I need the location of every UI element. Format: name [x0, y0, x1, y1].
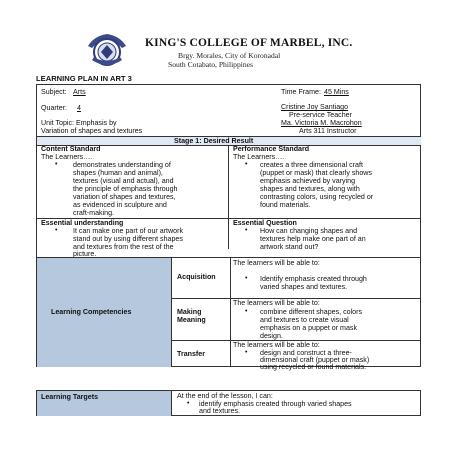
school-seal-logo [86, 30, 128, 70]
learning-targets-intro: At the end of the lesson, I can: [177, 392, 273, 400]
content-standard-intro: The Learners…. [41, 153, 93, 161]
essential-question-line: artwork stand out? [260, 243, 319, 251]
acquisition-label: Acquisition [177, 273, 216, 281]
transfer-line: using recycled or found materials. [260, 363, 367, 371]
bullet-icon: • [245, 227, 248, 234]
making-meaning-label: Meaning [177, 316, 206, 324]
quarter-value: 4 [77, 104, 81, 112]
school-address-line1: Brgy. Morales, City of Koronadal [178, 51, 281, 60]
making-meaning-intro: The learners will be able to: [233, 299, 320, 307]
essential-understanding-title: Essential understanding [41, 219, 124, 227]
making-meaning-label: Making [177, 308, 202, 316]
performance-standard-line: found materials. [260, 201, 311, 209]
performance-standard-line: emphasis achieved by varying [260, 177, 356, 185]
making-meaning-line: combine different shapes, colors [260, 308, 362, 316]
bullet-icon: • [245, 349, 248, 356]
acquisition-line: Identify emphasis created through [260, 275, 367, 283]
performance-standard-line: shapes and textures, along with [260, 185, 360, 193]
subject-value: Arts [73, 88, 86, 96]
performance-standard-line: (puppet or mask) that clearly shows [260, 169, 372, 177]
content-standard-line: as evidenced in sculpture and [73, 201, 167, 209]
bullet-icon: • [187, 400, 190, 407]
time-frame-value: 45 Mins [324, 88, 349, 96]
school-address-line2: South Cotabato, Philippines [168, 60, 254, 69]
acquisition-intro: The learners will be able to: [233, 259, 320, 267]
learning-plan-table [36, 84, 421, 371]
performance-standard-intro: The Learners…. [233, 153, 285, 161]
teacher-role: Pre-service Teacher [289, 111, 352, 119]
content-standard-line: the principle of emphasis through [73, 185, 178, 193]
essential-question-line: How can changing shapes and [260, 227, 358, 235]
bullet-icon: • [245, 275, 248, 282]
performance-standard-title: Performance Standard [233, 145, 310, 153]
making-meaning-line: emphasis on a puppet or mask [260, 324, 358, 332]
essential-understanding-line: stand out by using different shapes [73, 235, 183, 243]
unit-topic-label: Unit Topic: Emphasis by [41, 119, 117, 127]
learning-plan-title: LEARNING PLAN IN ART 3 [36, 74, 132, 83]
bullet-icon: • [55, 161, 58, 168]
transfer-label: Transfer [177, 350, 205, 358]
acquisition-line: varied shapes and textures. [260, 283, 348, 291]
essential-question-line: textures help make one part of an [260, 235, 366, 243]
learning-competencies-label: Learning Competencies [51, 308, 132, 316]
instructor-role: Arts 311 Instructor [299, 127, 357, 135]
essential-understanding-line: picture. [73, 250, 97, 258]
content-standard-line: craft-making. [73, 209, 114, 217]
bullet-icon: • [55, 227, 58, 234]
content-standard-line: variation of shapes and textures, [73, 193, 176, 201]
transfer-line: dimensional craft (puppet or mask) [260, 356, 370, 364]
transfer-intro: The learners will be able to: [233, 341, 320, 349]
bullet-icon: • [245, 161, 248, 168]
subject-label: Subject: [41, 88, 67, 96]
unit-topic-value: Variation of shapes and textures [41, 127, 143, 135]
content-standard-line: shapes (human and animal), [73, 169, 163, 177]
instructor-name: Ma. Victoria M. Macrohon [281, 119, 362, 127]
learning-target-line: identify emphasis created through varied shapes [199, 400, 352, 408]
quarter-label: Quarter: [41, 104, 68, 112]
making-meaning-line: and textures to create visual [260, 316, 349, 324]
stage-title: Stage 1: Desired Result [174, 137, 254, 145]
learning-target-line: and textures. [199, 407, 241, 415]
bullet-icon: • [245, 308, 248, 315]
content-standard-title: Content Standard [41, 145, 101, 153]
school-name: KING'S COLLEGE OF MARBEL, INC. [145, 37, 353, 49]
content-standard-line: textures (visual and actual), and [73, 177, 174, 185]
time-frame-label: Time Frame: [281, 88, 321, 96]
content-standard-line: demonstrates understanding of [73, 161, 171, 169]
performance-standard-line: contrasting colors, using recycled or [260, 193, 374, 201]
essential-understanding-line: and textures from the rest of the [73, 243, 174, 251]
making-meaning-line: design. [260, 332, 283, 340]
performance-standard-line: creates a three dimensional craft [260, 161, 363, 169]
teacher-name: Cristine Joy Santiago [281, 103, 349, 111]
essential-understanding-line: It can make one part of our artwork [73, 227, 184, 235]
transfer-line: design and construct a three- [260, 349, 352, 357]
essential-question-title: Essential Question [233, 219, 297, 227]
learning-targets-table [36, 390, 421, 416]
learning-targets-label: Learning Targets [41, 393, 99, 401]
